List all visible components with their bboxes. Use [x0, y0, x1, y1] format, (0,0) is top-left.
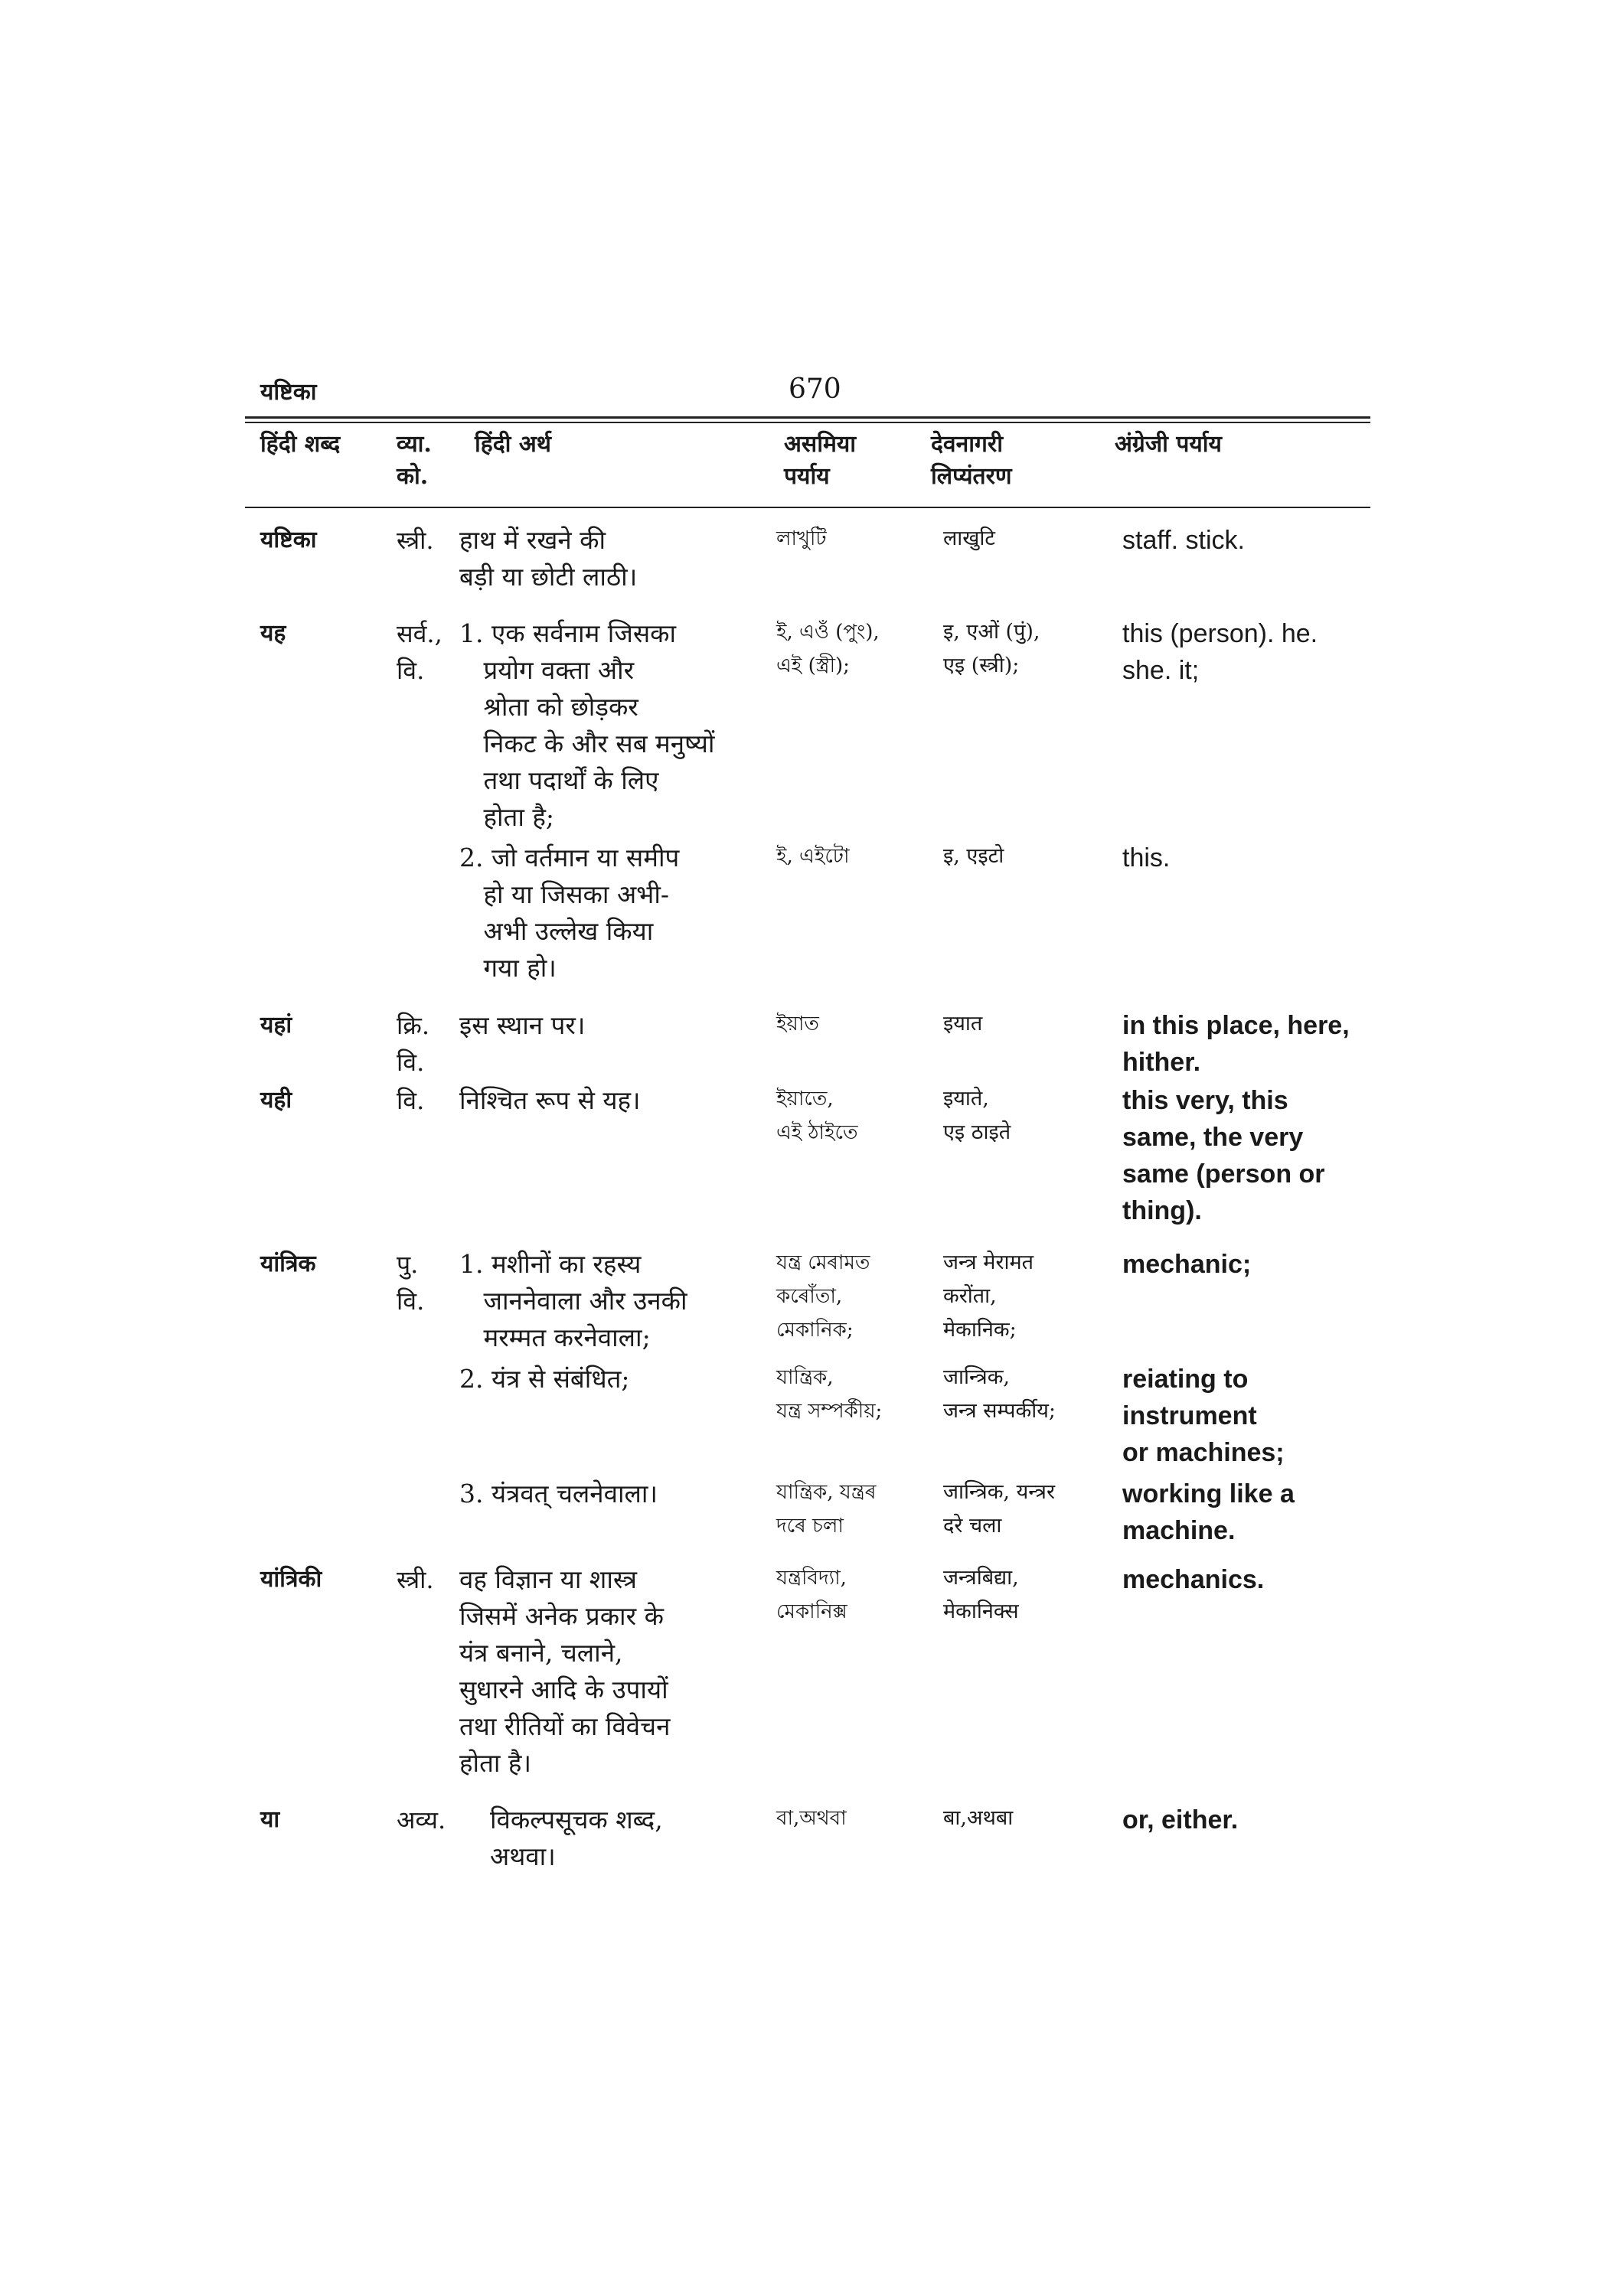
entry-english: working like a machine.: [1122, 1479, 1295, 1545]
entry-meaning: वह विज्ञान या शास्त्र जिसमें अनेक प्रकार के यंत्र बनाने, चलाने, सुधारने आदि के उपायों तथा रीतियों का विवेचन होता है।: [459, 1564, 671, 1778]
entry-meaning: हाथ में रखने की बड़ी या छोटी लाठी।: [459, 525, 638, 592]
entry-grammar: अव्य.: [397, 1805, 446, 1835]
column-header-meaning: हिंदी अर्थ: [475, 431, 551, 458]
page-number: 670: [789, 373, 841, 405]
entry-english: or, either.: [1122, 1805, 1239, 1835]
column-header-assamese: असमिया पर्याय: [784, 431, 857, 490]
entry-word: यांत्रिकी: [260, 1566, 322, 1593]
entry-word: यष्टिका: [260, 527, 317, 553]
entry-assamese: যান্ত্ৰিক, যন্ত্ৰৰ দৰে চলা: [776, 1481, 877, 1538]
entry-devanagari: इयात: [943, 1012, 983, 1035]
entry-devanagari: जन्त्रबिद्या, मेकानिक्स: [943, 1566, 1019, 1623]
column-header-word: हिंदी शब्द: [260, 431, 341, 458]
entry-english: this very, this same, the very same (person or thing).: [1122, 1086, 1325, 1225]
entry-meaning: 1. एक सर्वनाम जिसका प्रयोग वक्ता और श्रोता को छोड़कर निकट के और सब मनुष्यों तथा पदार्थों के लिए होता है;: [459, 618, 715, 832]
header-rule: [245, 422, 1370, 423]
entry-meaning: 2. जो वर्तमान या समीप हो या जिसका अभी- अभी उल्लेख किया गया हो।: [459, 843, 680, 983]
header-bottom-rule: [245, 507, 1370, 508]
entry-assamese: যান্ত্ৰিক, যন্ত্ৰ সম্পৰ্কীয়;: [776, 1366, 883, 1423]
entry-english: staff. stick.: [1122, 526, 1245, 555]
entry-meaning: विकल्पसूचक शब्द, अथवा।: [490, 1805, 663, 1871]
entry-assamese: বা,অথবা: [776, 1807, 847, 1830]
entry-english: mechanics.: [1122, 1565, 1265, 1594]
entry-devanagari: जन्त्र मेरामत करोंता, मेकानिक;: [943, 1251, 1034, 1342]
entry-english: in this place, here, hither.: [1122, 1011, 1350, 1077]
entry-assamese: যন্ত্ৰবিদ্যা, মেকানিক্স: [776, 1567, 847, 1623]
entry-word: या: [260, 1806, 280, 1833]
entry-grammar: वि.: [397, 1086, 425, 1115]
entry-devanagari: इ, एओं (पुं), एइ (स्त्री);: [943, 620, 1040, 677]
entry-devanagari: जान्त्रिक, यन्त्रर दरे चला: [943, 1480, 1055, 1538]
entry-grammar: क्रि. वि.: [397, 1011, 430, 1077]
entry-assamese: ইয়াত: [776, 1013, 819, 1035]
entry-devanagari: जान्त्रिक, जन्त्र सम्पर्कीय;: [943, 1365, 1056, 1423]
entry-meaning: इस स्थान पर।: [459, 1010, 586, 1040]
entry-english: this.: [1122, 843, 1171, 872]
entry-english: this (person). he. she. it;: [1122, 619, 1318, 685]
entry-assamese: ইয়াতে, এই ঠাইতে: [776, 1088, 858, 1144]
column-header-english: अंग्रेजी पर्याय: [1115, 431, 1222, 458]
entry-meaning: 3. यंत्रवत् चलनेवाला।: [459, 1479, 658, 1508]
header-rule: [245, 416, 1370, 419]
entry-grammar: सर्व., वि.: [397, 619, 442, 685]
entry-word: यही: [260, 1087, 292, 1114]
running-head: यष्टिका: [260, 379, 317, 406]
entry-devanagari: इ, एइटो: [943, 844, 1004, 868]
entry-grammar: स्त्री.: [397, 1565, 434, 1594]
entry-english: mechanic;: [1122, 1250, 1252, 1279]
entry-grammar: स्त्री.: [397, 526, 434, 555]
entry-word: यांत्रिक: [260, 1251, 316, 1277]
column-header-devanagari: देवनागरी लिप्यंतरण: [931, 431, 1012, 490]
column-header-grammar: व्या. को.: [397, 431, 432, 490]
entry-devanagari: बा,अथबा: [943, 1806, 1014, 1830]
entry-meaning: निश्चित रूप से यह।: [459, 1085, 641, 1115]
entry-grammar: पु. वि.: [397, 1250, 425, 1316]
entry-english: reiating to instrument or machines;: [1122, 1365, 1285, 1467]
entry-devanagari: इयाते, एइ ठाइते: [943, 1087, 1011, 1144]
entry-word: यहां: [260, 1012, 292, 1039]
entry-assamese: ই, এইটো: [776, 845, 850, 868]
entry-meaning: 2. यंत्र से संबंधित;: [459, 1364, 630, 1394]
entry-word: यह: [260, 620, 286, 647]
entry-meaning: 1. मशीनों का रहस्य जाननेवाला और उनकी मरम्मत करनेवाला;: [459, 1249, 687, 1352]
entry-assamese: লাখুটি: [776, 527, 827, 550]
entry-assamese: যন্ত্ৰ মেৰামত কৰোঁতা, মেকানিক;: [776, 1251, 870, 1342]
entry-devanagari: लाखुटि: [943, 527, 995, 550]
entry-assamese: ই, এওঁ (পুং), এই (স্ত্ৰী);: [776, 621, 880, 677]
